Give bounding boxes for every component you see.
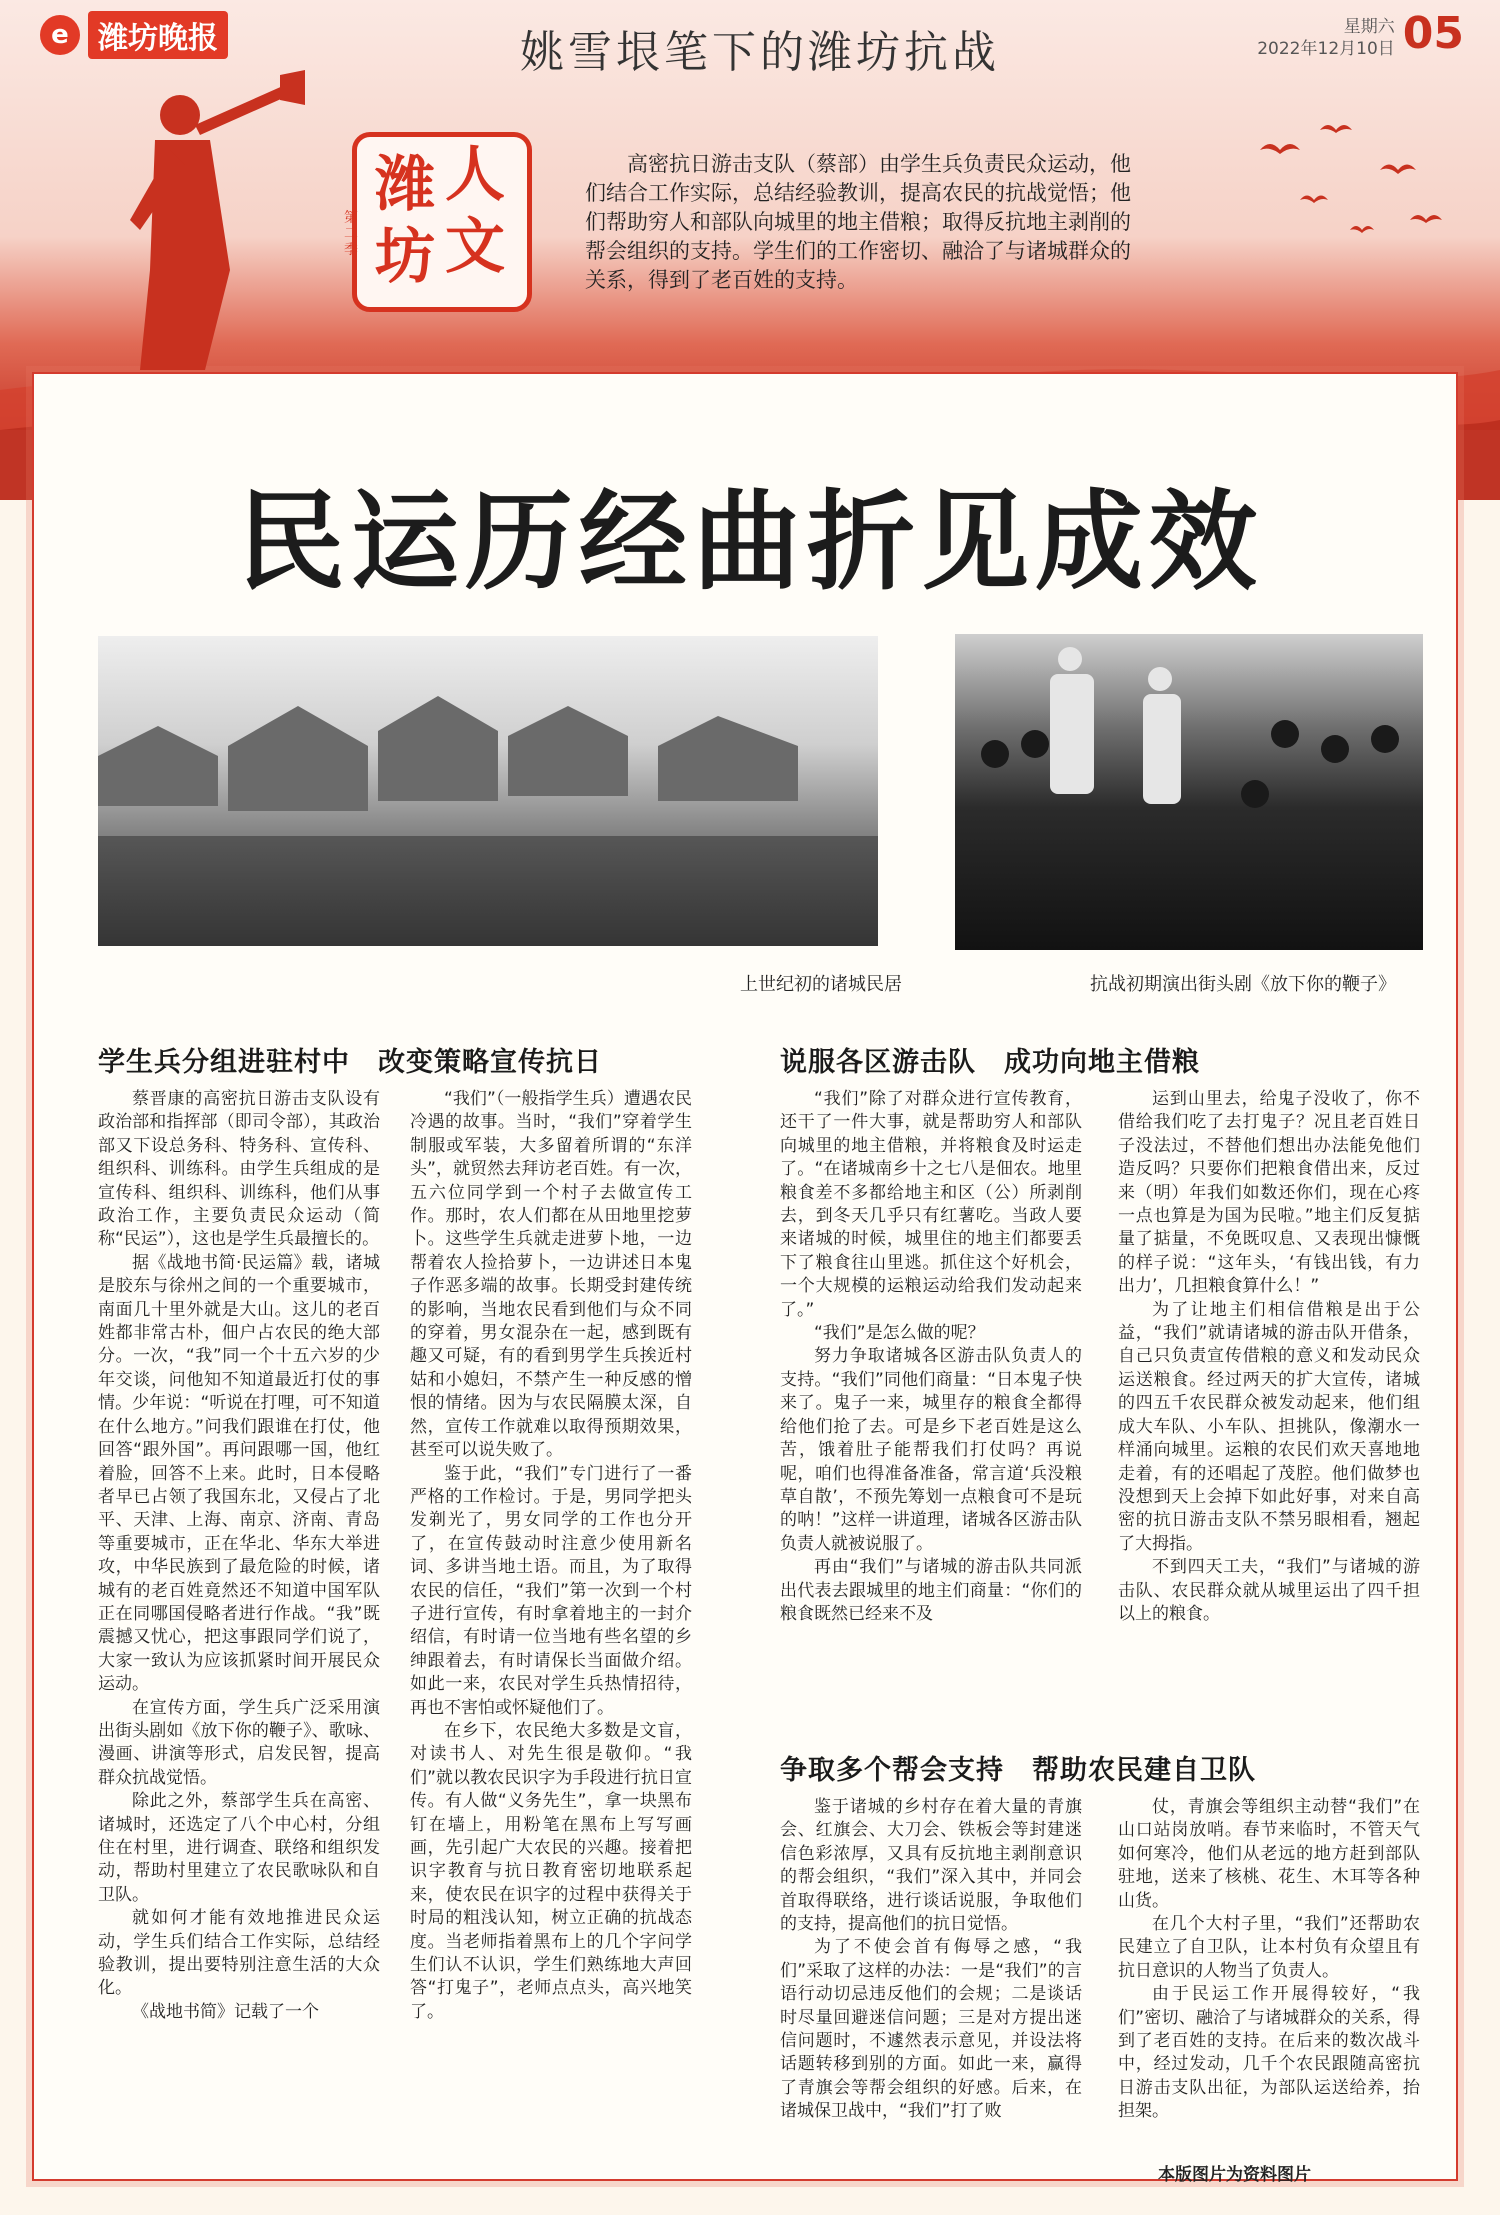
section-title-3: 争取多个帮会支持 帮助农民建自卫队	[780, 1755, 1256, 1786]
houses-sketch-icon	[98, 636, 878, 946]
section-title-2: 说服各区游击队 成功向地主借粮	[780, 1047, 1200, 1078]
photo-zhucheng-houses	[98, 636, 878, 946]
page-number: 05	[1402, 8, 1464, 59]
logo-mark-icon: e	[40, 15, 80, 55]
paragraph: 就如何才能有效地推进民众运动，学生兵们结合工作实际，总结经验教训，提出要特别注意生活的大众化。	[98, 1908, 380, 1999]
paragraph: 鉴于此，“我们”专门进行了一番严格的工作检讨。于是，男同学把头发剃光了，男女同学的工作也分开了，在宣传鼓动时注意少使用新名词、多讲当地土语。而且，为了取得农民的信任，“我们”第一次到一个村子进行宣传，有时拿着地主的一封介绍信，有时请一位当地有些名望的乡绅跟着去，有时请保长当面做介绍。如此一来，农民对学生兵热情招待，再也不害怕或怀疑他们了。	[410, 1463, 692, 1718]
section-title-1: 学生兵分组进驻村中 改变策略宣传抗日	[98, 1047, 602, 1078]
logo-text: 潍坊晚报	[88, 11, 228, 59]
photo-caption-2: 抗战初期演出街头剧《放下你的鞭子》	[1090, 974, 1396, 995]
paragraph: 为了不使会首有侮辱之感，“我们”采取了这样的办法：一是“我们”的言语行动切忌违反他们的会规；二是谈话时尽量回避迷信问题；三是对方提出迷信问题时，不遽然表示意见，并设法将话题转移到别的方面。如此一来，赢得了青旗会等帮会组织的好感。后来，在诸城保卫战中，“我们”打了败	[780, 1937, 1082, 2122]
page-header-title: 姚雪垠笔下的潍坊抗战	[520, 27, 1000, 78]
column-1	[98, 1088, 380, 2173]
paragraph: 在宣传方面，学生兵广泛采用演出街头剧如《放下你的鞭子》、歌咏、漫画、讲演等形式，启发民智，提高群众抗战觉悟。	[98, 1697, 380, 1788]
paragraph: 为了让地主们相信借粮是出于公益，“我们”就请诸城的游击队开借条，自己只负责宣传借粮的意义和发动民众运送粮食。经过两天的扩大宣传，诸城的四五千农民群众被发动起来，他们组成大车队、小车队、担挑队，像潮水一样涌向城里。运粮的农民们欢天喜地地走着，有的还唱起了茂腔。他们做梦也没想到天上会掉下如此好事，对来自高密的抗日游击支队不禁另眼相看，翘起了大拇指。	[1118, 1299, 1420, 1554]
crowd-sketch-icon	[955, 634, 1423, 950]
paragraph: 运到山里去，给鬼子没收了，你不借给我们吃了去打鬼子？况且老百姓日子没法过，不替他们想出办法能免他们造反吗？只要你们把粮食借出来，反过来（明）年我们如数还你们，现在心疼一点也算是为国为民啦。”地主们反复掂量了掂量，不免既叹息、又表现出慷慨的样子说：“这年头，‘有钱出钱，有力出力’，几担粮食算什么！”	[1118, 1089, 1420, 1297]
paragraph: “我们”是怎么做的呢？	[814, 1323, 985, 1344]
paragraph: 不到四天工夫，“我们”与诸城的游击队、农民群众就从城里运出了四千担以上的粮食。	[1118, 1557, 1420, 1624]
paragraph: 努力争取诸城各区游击队负责人的支持。“我们”同他们商量：“日本鬼子快来了。鬼子一来，城里存的粮食全都得给他们抢了去。可是乡下老百姓是这么苦，饿着肚子能帮我们打仗吗？再说呢，咱们也得准备准备，常言道‘兵没粮草自散’，不预先筹划一点粮食可不是玩的呐！”这样一讲道理，诸城各区游击队负责人就被说服了。	[780, 1346, 1082, 1554]
paragraph: 蔡晋康的高密抗日游击支队设有政治部和指挥部（即司令部），其政治部又下设总务科、特务科、宣传科、组织科、训练科。由学生兵组成的是宣传科、组织科、训练科，他们从事政治工作，主要负责民众运动（简称“民运”），这也是学生兵最擅长的。	[98, 1089, 380, 1250]
paragraph: 《战地书简》记载了一个	[132, 2001, 319, 2022]
season-label: 第二季	[344, 210, 358, 258]
column-seal	[352, 132, 532, 312]
column-2	[410, 1088, 692, 2173]
photo-caption-1: 上世纪初的诸城民居	[740, 974, 902, 995]
newspaper-logo	[40, 12, 228, 58]
column-3	[780, 1088, 1082, 1708]
paragraph: 由于民运工作开展得较好，“我们”密切、融洽了与诸城群众的关系，得到了老百姓的支持。在后来的数次战斗中，经过发动，几千个农民跟随高密抗日游击支队出征，为部队运送给养，抬担架。	[1118, 1984, 1420, 2122]
intro-paragraph: 高密抗日游击支队（蔡部）由学生兵负责民众运动，他们结合工作实际，总结经验教训，提高农民的抗战觉悟；他们帮助穷人和部队向城里的地主借粮；取得反抗地主剥削的帮会组织的支持。学生们的工作密切、融洽了与诸城群众的关系，得到了老百姓的支持。	[585, 152, 1131, 292]
paragraph: “我们”（一般指学生兵）遭遇农民冷遇的故事。当时，“我们”穿着学生制服或军装，大多留着所谓的“东洋头”，就贸然去拜访老百姓。有一次，五六位同学到一个村子去做宣传工作。那时，农人们都在从田地里挖萝卜。这些学生兵就走进萝卜地，一边帮着农人捡拾萝卜，一边讲述日本鬼子作恶多端的故事。长期受封建传统的影响，当地农民看到他们与众不同的穿着，男女混杂在一起，感到既有趣又可疑，有的看到男学生兵挨近村姑和小媳妇，不禁产生一种反感的憎恨的情绪。因为与农民隔膜太深，自然，宣传工作就难以取得预期效果，甚至可以说失败了。	[410, 1089, 692, 1461]
column-6	[1118, 1796, 1420, 2156]
paragraph: 鉴于诸城的乡村存在着大量的青旗会、红旗会、大刀会、铁板会等封建迷信色彩浓厚，又具有反抗地主剥削意识的帮会组织，“我们”深入其中，并同会首取得联络，进行谈话说服，争取他们的支持，提高他们的抗日觉悟。	[780, 1797, 1082, 1935]
flying-birds-icon	[1240, 110, 1460, 260]
paragraph: 仗，青旗会等组织主动替“我们”在山口站岗放哨。春节来临时，不管天气如何寒冷，他们从老远的地方赶到部队驻地，送来了核桃、花生、木耳等各种山货。	[1118, 1797, 1420, 1911]
seal-char-2: 人	[445, 140, 505, 210]
paragraph: 除此之外，蔡部学生兵在高密、诸城时，还选定了八个中心村，分组住在村里，进行调查、联络和组织发动，帮助村里建立了农民歌咏队和自卫队。	[98, 1791, 380, 1905]
paragraph: 在乡下，农民绝大多数是文盲，对读书人、对先生很是敬仰。“我们”就以教农民识字为手段进行抗日宣传。有人做“义务先生”，拿一块黑布钉在墙上，用粉笔在黑布上写写画画，先引起广大农民的兴趣。接着把识字教育与抗日教育密切地联系起来，使农民在识字的过程中获得关于时局的粗浅认知，树立正确的抗战态度。当老师指着黑布上的几个字问学生们认不认识，学生们熟练地大声回答“打鬼子”，老师点点头，高兴地笑了。	[410, 1720, 692, 2022]
paragraph: 在几个大村子里，“我们”还帮助农民建立了自卫队，让本村负有众望且有抗日意识的人物当了负责人。	[1118, 1914, 1420, 1981]
image-source-note: 本版图片为资料图片	[1158, 2165, 1311, 2185]
date-lines	[1257, 16, 1395, 60]
issue-date: 2022年12月10日	[1257, 39, 1395, 59]
paragraph: 再由“我们”与诸城的游击队共同派出代表去跟城里的地主们商量：“你们的粮食既然已经来不及	[780, 1557, 1082, 1624]
date-box	[1257, 10, 1464, 60]
paragraph: 据《战地书简·民运篇》载，诸城是胶东与徐州之间的一个重要城市，南面几十里外就是大山。这儿的老百姓都非常古朴，佃户占农民的绝大部分。一次，“我”同一个十五六岁的少年交谈，问他知不知道最近打仗的事情。少年说：“听说在打哩，可不知道在什么地方。”问我们跟谁在打仗，他回答“跟外国”。再问跟哪一国，他红着脸，回答不上来。此时，日本侵略者早已占领了我国东北，又侵占了北平、天津、上海、南京、济南、青岛等重要城市，正在华北、华东大举进攻，中华民族到了最危险的时候，诸城有的老百姓竟然还不知道中国军队正在同哪国侵略者进行作战。“我”既震撼又忧心，把这事跟同学们说了，大家一致认为应该抓紧时间开展民众运动。	[98, 1252, 380, 1695]
photo-street-drama	[955, 634, 1423, 950]
seal-char-4: 文	[445, 212, 505, 282]
seal-char-3: 坊	[375, 222, 435, 292]
paragraph: “我们”除了对群众进行宣传教育，还干了一件大事，就是帮助穷人和部队向城里的地主借粮，并将粮食及时运走了。“在诸城南乡十之七八是佃农。地里粮食差不多都给地主和区（公）所剥削去，到冬天几乎只有红薯吃。当政人要来诸城的时候，城里住的地主们都要丢下了粮食往山里逃。抓住这个好机会，一个大规模的运粮运动给我们发动起来了。”	[780, 1089, 1082, 1320]
column-5	[780, 1796, 1082, 2174]
seal-char-1: 潍	[375, 150, 435, 220]
trumpeter-silhouette-icon	[110, 70, 310, 370]
weekday: 星期六	[1343, 17, 1395, 37]
column-4	[1118, 1088, 1420, 1708]
main-headline: 民运历经曲折见成效	[236, 480, 1263, 605]
